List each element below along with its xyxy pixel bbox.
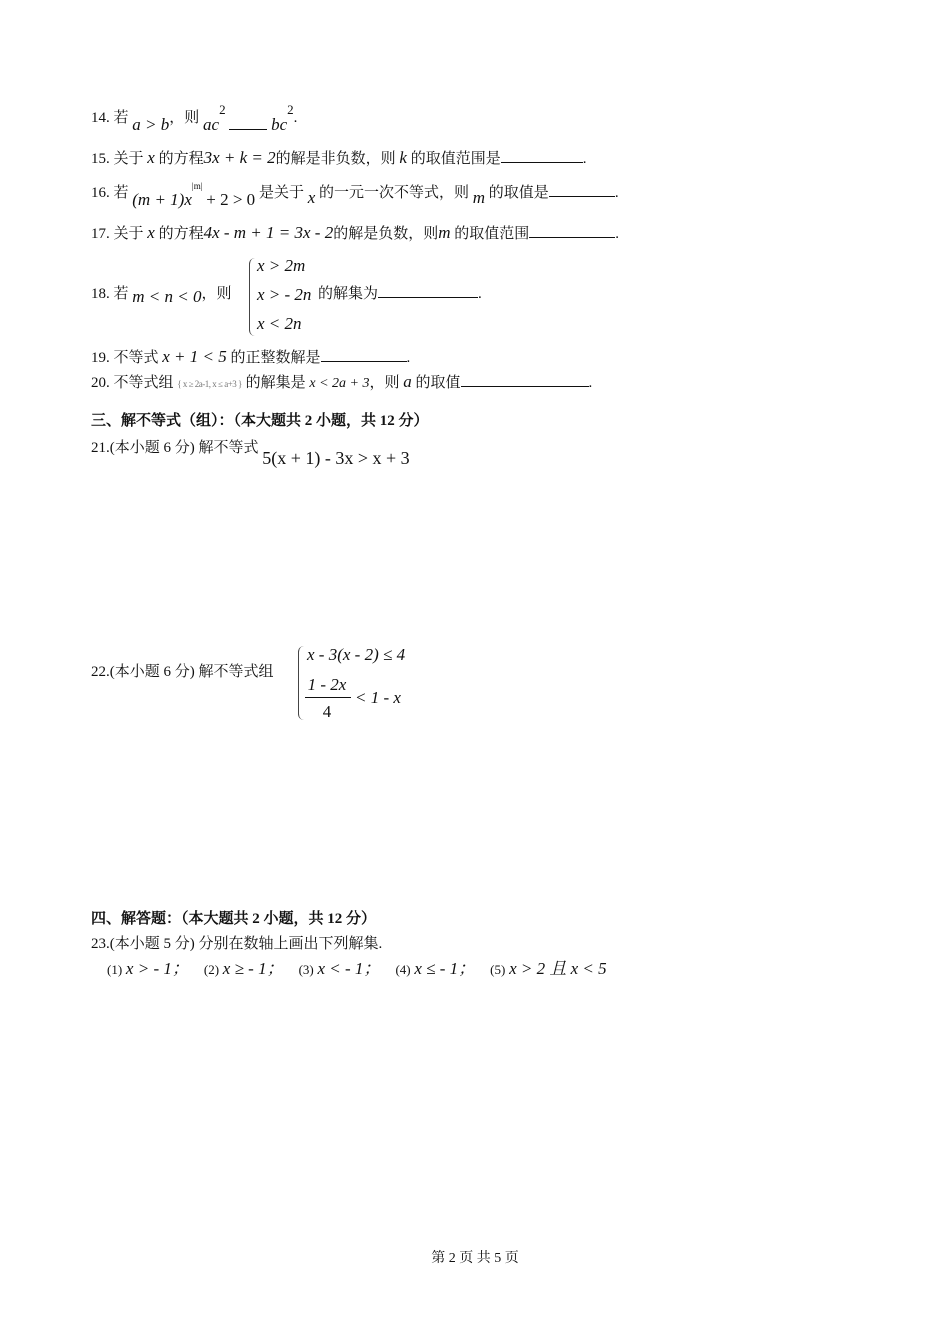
- q23-item-4: (4) x ≤ - 1；: [395, 959, 476, 978]
- q23-item-2: (2) x ≥ - 1；: [203, 959, 284, 978]
- question-16: 16. 若 $(m + 1)x^{|m|} + 2 > 0$ 是关于 x 的一元一次不等式，则 m 的取值是 .: [91, 181, 619, 209]
- answer-blank[interactable]: [549, 182, 615, 197]
- question-15: 15. 关于 x 的方程3x + k = 2的解是非负数，则 k 的取值范围是 .: [91, 148, 587, 167]
- section-4-title: 四、解答题：（本大题共 2 小题，共 12 分）: [91, 911, 377, 927]
- answer-blank[interactable]: [321, 347, 407, 362]
- answer-blank[interactable]: [378, 283, 478, 298]
- q23-item-3: (3) x < - 1；: [298, 959, 381, 978]
- question-17: 17. 关于 x 的方程4x - m + 1 = 3x - 2的解是负数，则m 的取值范围 .: [91, 223, 620, 242]
- question-23: 23.(本小题 5 分) 分别在数轴上画出下列解集.: [91, 936, 383, 952]
- question-23-items: [107, 959, 607, 980]
- page-footer: 第 2 页 共 5 页: [431, 1251, 519, 1266]
- answer-blank[interactable]: [529, 223, 615, 238]
- garbled-system-image: { x ≥ 2a-1, x ≤ a+3 }: [177, 379, 242, 389]
- question-20: 20. 不等式组 { x ≥ 2a-1, x ≤ a+3 } 的解集是 x < 2a + 3，则 a 的取值 .: [91, 372, 593, 391]
- q23-item-5: (5) x > 2 且 x < 5: [490, 959, 607, 978]
- inequality-system-brace: [249, 258, 256, 336]
- q14-condition: a > b: [132, 115, 170, 134]
- section-3-title: 三、解不等式（组）：（本大题共 2 小题，共 12 分）: [91, 413, 429, 429]
- answer-blank[interactable]: [501, 148, 583, 163]
- question-21: 21.(本小题 6 分) 解不等式 5(x + 1) - 3x > x + 3: [91, 440, 410, 468]
- answer-blank[interactable]: [461, 372, 589, 387]
- fraction-bar: [305, 697, 351, 698]
- question-14: 14. 若 a > b，则 $ac^2$ $bc^2$.: [91, 102, 298, 134]
- q23-item-1: (1) x > - 1；: [107, 959, 189, 978]
- question-19: 19. 不等式 x + 1 < 5 的正整数解是 .: [91, 347, 411, 366]
- answer-blank[interactable]: [229, 115, 267, 130]
